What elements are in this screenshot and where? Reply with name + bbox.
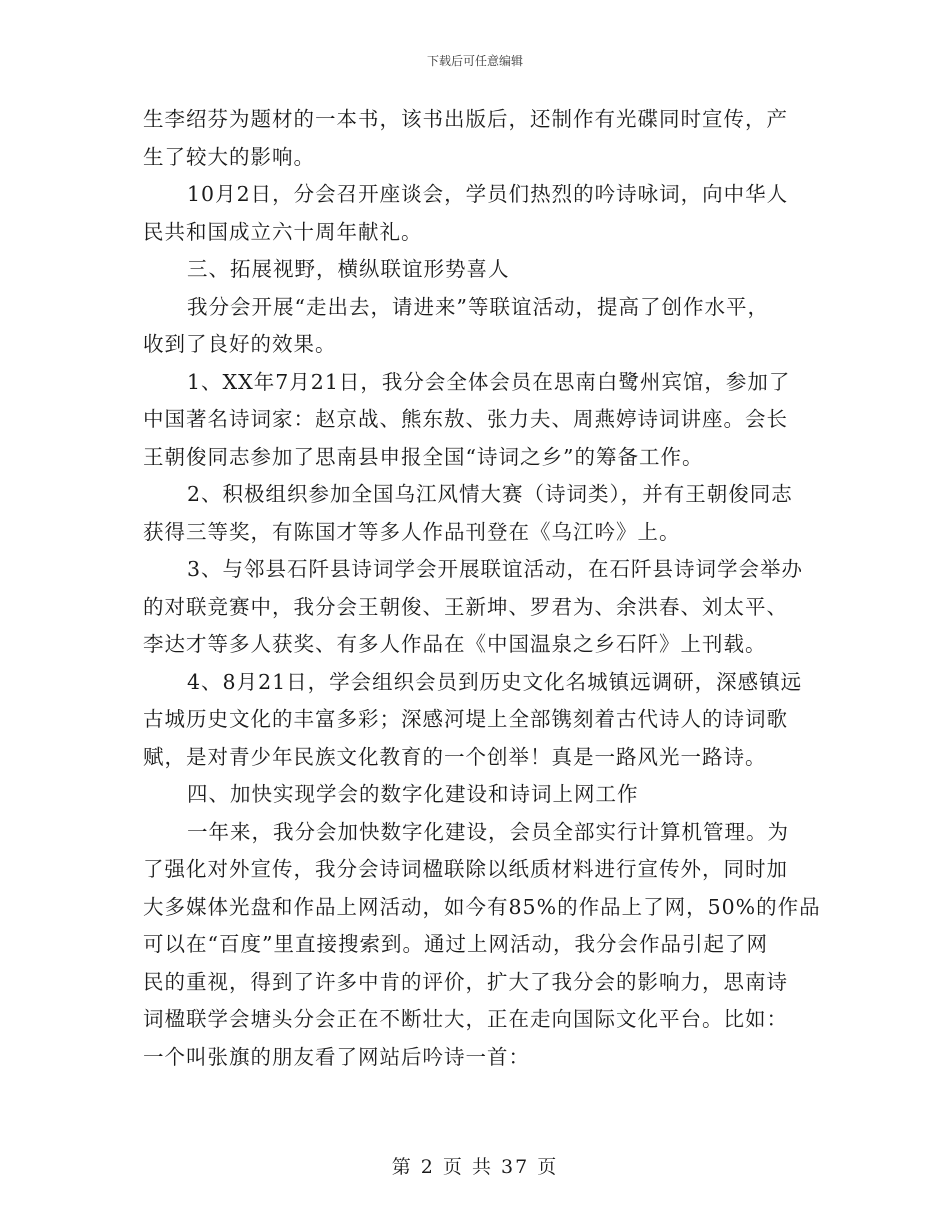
body-line: 收到了良好的效果。 <box>143 332 337 356</box>
body-line: 我分会开展“走出去，请进来”等联谊活动，提高了创作水平， <box>187 294 769 319</box>
body-line: 赋，是对青少年民族文化教育的一个创举！真是一路风光一路诗。 <box>143 744 767 769</box>
body-line: 中国著名诗词家：赵京战、熊东敖、张力夫、周燕婷诗词讲座。会长 <box>143 407 788 431</box>
body-line: 的对联竞赛中，我分会王朝俊、王新坤、罗君为、余洪春、刘太平、 <box>143 594 788 619</box>
body-line: 民的重视，得到了许多中肯的评价，扩大了我分会的影响力，思南诗 <box>143 969 788 994</box>
body-line: 可以在“百度”里直接搜索到。通过上网活动，我分会作品引起了网 <box>143 932 768 956</box>
body-line: 获得三等奖，有陈国才等多人作品刊登在《乌江吟》上。 <box>143 519 681 544</box>
section-heading: 三、拓展视野，横纵联谊形势喜人 <box>187 257 510 281</box>
body-line: 民共和国成立六十周年献礼。 <box>143 219 423 244</box>
body-line: 了强化对外宣传，我分会诗词楹联除以纸质材料进行宣传外，同时加 <box>143 857 788 881</box>
body-line: 生了较大的影响。 <box>143 144 315 169</box>
page-number-footer: 第 2 页 共 37 页 <box>391 1156 559 1178</box>
body-line: 一个叫张旗的朋友看了网站后吟诗一首： <box>143 1044 530 1069</box>
body-line: 大多媒体光盘和作品上网活动，如今有85%的作品上了网，50%的作品 <box>143 894 821 919</box>
body-line: 4、8月21日，学会组织会员到历史文化名城镇远调研，深感镇远 <box>187 669 803 694</box>
page-header-note: 下载后可任意编辑 <box>426 54 523 68</box>
body-line: 词楹联学会塘头分会正在不断壮大，正在走向国际文化平台。比如： <box>143 1007 788 1031</box>
body-line: 王朝俊同志参加了思南县申报全国“诗词之乡”的筹备工作。 <box>143 444 704 469</box>
body-line: 李达才等多人获奖、有多人作品在《中国温泉之乡石阡》上刊载。 <box>143 632 767 656</box>
body-line: 生李绍芬为题材的一本书，该书出版后，还制作有光碟同时宣传，产 <box>143 107 788 131</box>
body-line: 古城历史文化的丰富多彩；深感河堤上全部镌刻着古代诗人的诗词歌 <box>143 707 788 731</box>
section-heading: 四、加快实现学会的数字化建设和诗词上网工作 <box>187 782 639 806</box>
body-line: 1、XX年7月21日，我分会全体会员在思南白鹭州宾馆，参加了 <box>187 369 791 394</box>
body-line: 2、积极组织参加全国乌江风情大赛（诗词类），并有王朝俊同志 <box>187 482 793 506</box>
body-line: 10月2日，分会召开座谈会，学员们热烈的吟诗咏词，向中华人 <box>187 182 789 206</box>
body-line: 一年来，我分会加快数字化建设，会员全部实行计算机管理。为 <box>187 819 789 844</box>
body-line: 3、与邻县石阡县诗词学会开展联谊活动，在石阡县诗词学会举办 <box>187 557 804 581</box>
document-body <box>143 101 821 1076</box>
